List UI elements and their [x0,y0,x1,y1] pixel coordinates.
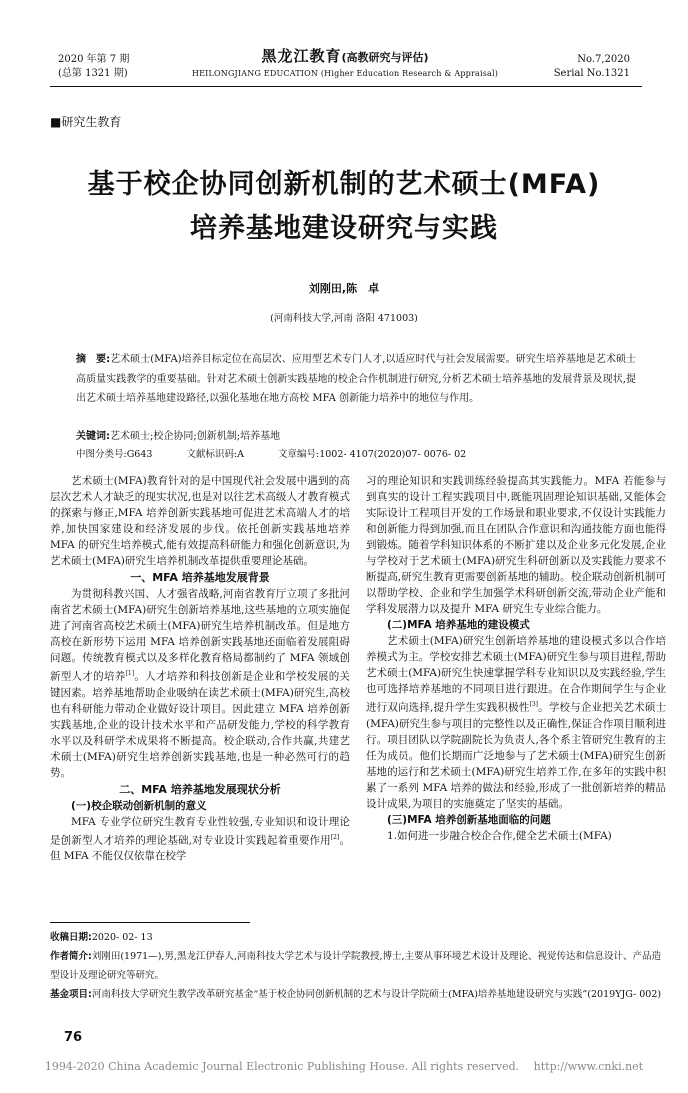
received-date: 收稿日期:2020- 02- 13 [50,932,153,943]
subsection-heading-2-3: (三)MFA 培养创新基地面临的问题 [387,813,551,826]
intro-paragraph: 艺术硕士(MFA)教育针对的是中国现代社会发展中遇到的高层次艺术人才缺乏的现实状况,也是对以往艺术高级人才教育模式的探索与修正,MFA 培养创新实践基地可促进艺术高端人才的培养,加快国家建设和经济发展的步伐。依托创新实践基地培养 MFA 的研究生培养模式,能有效提高科研能力和强化创新意识,为艺术硕士(MFA)研究生培养机制改革提供重要理论基础。 [50,475,350,567]
journal-subtitle-cn: (高教研究与评估) [341,51,429,64]
author-bio: 作者简介:刘刚田(1971—),男,黑龙江伊春人,河南科技大学艺术与设计学院教授,博士,主要从事环境艺术设计及理论、视觉传达和信息设计、产品造型设计及理论研究等研究。 [50,951,662,981]
citation-2: [2] [330,833,340,841]
subsection-heading-2-1: (一)校企联动创新机制的意义 [71,799,207,812]
issue-info [58,53,129,81]
authors: 刘刚田,陈 卓 [308,282,380,295]
article-title [40,163,648,251]
serial-no: Serial No.1321 [553,68,630,79]
journal-title-cn: 黑龙江教育(高教研究与评估) [261,47,429,65]
section-heading-2: 二、MFA 培养基地发展现状分析 [119,782,281,796]
keywords-text: 艺术硕士;校企协同;创新机制;培养基地 [110,431,281,442]
subsection-heading-2-2: (二)MFA 培养基地的建设模式 [387,619,530,631]
issue-no: No.7,2020 [577,54,630,65]
classification-line [76,446,636,464]
body-column-left [50,473,350,864]
abstract-text: 艺术硕士(MFA)培养目标定位在高层次、应用型艺术专门人才,以适应时代与社会发展需要。研究生培养基地是艺术硕士高质量实践教学的重要基础。针对艺术硕士创新实践基地的校企合作机制进行研究,分析艺术硕士培养基地的发展背景及现状,提出艺术硕士培养基地建设路径,以强化基地在地方高校 MFA 创新能力培养中的地位与作用。 [76,354,637,404]
section-heading-1: 一、MFA 培养基地发展背景 [130,571,270,584]
section-tag: ■研究生教育 [50,115,122,129]
document-code: 文献标识码:A [186,449,244,460]
footnote-divider [50,922,250,923]
affiliation: (河南科技大学,河南 洛阳 471003) [270,313,418,324]
abstract-label: 摘 要: [76,354,111,365]
paragraph-background: 为贯彻科教兴国、人才强省战略,河南省教育厅立项了多批河南省艺术硕士(MFA)研究生创新培养基地,这些基地的立项实施促进了河南省高校艺术硕士(MFA)研究生培养机制改革。但是地方高校在新形势下运用 MFA 培养创新实践基地还面临着发展阻碍问题。传统教育模式以及多样化教育格局都制约了 MFA 领域创新型人才的培养[1]。人才培养和科技创新是企业和学校发展的关键因素。培养基地帮助企业吸纳在读艺术硕士(MFA)研究生,高校也有科研能力带动企业做好设计项目。因此建立 MFA 培养创新实践基地,企业的设计技术水平和产品研发能力,学校的科学教育水平以及科研学术成果将不断提高。校企联动,合作共赢,共建艺术硕士(MFA)研究生培养创新实践基地,也是一种必然可行的趋势。 [50,588,351,779]
title-line-2: 培养基地建设研究与实践 [190,213,498,244]
header-divider [50,86,642,87]
citation-3: [3] [529,701,538,708]
page-number: 76 [64,1030,83,1045]
copyright-notice: 1994-2020 China Academic Journal Electronic Publishing House. All rights reserved. http://www.cnki.net [44,1060,644,1073]
abstract [76,350,636,409]
journal-title-en: HEILONGJIANG EDUCATION (Higher Education Research & Appraisal) [191,69,499,78]
body-column-right [366,473,666,844]
keywords [76,428,636,446]
article-number: 文章编号:1002- 4107(2020)07- 0076- 02 [278,449,467,460]
issue-total: (总第 1321 期) [58,68,128,79]
footnotes [50,928,668,1004]
paragraph-significance: MFA 专业学位研究生教育专业性较强,专业知识和设计理论是创新型人才培养的理论基础,对专业设计实践起着重要作用[2]。但 MFA 不能仅仅依靠在校学 [50,815,350,862]
journal-masthead [150,45,540,78]
issue-number-info [554,53,630,81]
paragraph-model: 艺术硕士(MFA)研究生创新培养基地的建设模式多以合作培养模式为主。学校安排艺术硕士(MFA)研究生参与项目进程,帮助艺术硕士(MFA)研究生快速掌握学科专业知识以及实践经验,学生也可选择培养基地的不同项目进行跟进。在合作期间学生与企业进行双向选择,提升学生实践积极性[3]。学校与企业把关艺术硕士(MFA)研究生参与项目的完整性以及正确性,保证合作项目顺利进行。项目团队以学院副院长为负责人,各个系主管研究生教育的主任为成员。他们长期而广泛地参与了艺术硕士(MFA)研究生创新基地的运行和艺术硕士(MFA)研究生培养工作,在多年的实践中积累了一系列 MFA 培养的做法和经验,形成了一批创新培养的精品设计成果,为项目的实施奠定了坚实的基础。 [366,635,666,810]
issue-year: 2020 年第 7 期 [58,54,130,65]
keywords-label: 关键词: [76,431,110,442]
title-line-1: 基于校企协同创新机制的艺术硕士(MFA) [87,169,601,200]
paragraph-problems: 1.如何进一步融合校企合作,健全艺术硕士(MFA) [387,829,612,842]
paragraph-continued: 习的理论知识和实践训练经验提高其实践能力。MFA 若能参与到真实的设计工程实践项目中,既能巩固理论知识基础,又能体会实际设计工程项目开发的工作场景和职业要求,不仅设计实践能力和创新能力得到加强,而且在团队合作意识和沟通技能方面也能得到锻炼。随着学科知识体系的不断扩建以及企业多元化发展,企业与学校对于艺术硕士(MFA)研究生科研创新以及实践能力要求不断提高,研究生教育更需要创新基地的辅助。校企联动创新机制可以帮助学校、企业和学生加强学术科研创新交流,带动企业产能和学科发展潜力以及提升 MFA 研究生专业综合能力。 [366,475,666,615]
citation-1: [1] [125,670,135,677]
fund-project: 基金项目:河南科技大学研究生教学改革研究基金“基于校企协同创新机制的艺术与设计学院硕士(MFA)培养基地建设研究与实践”(2019YJG- 002) [50,989,662,1000]
clc-code: 中图分类号:G643 [76,449,153,460]
